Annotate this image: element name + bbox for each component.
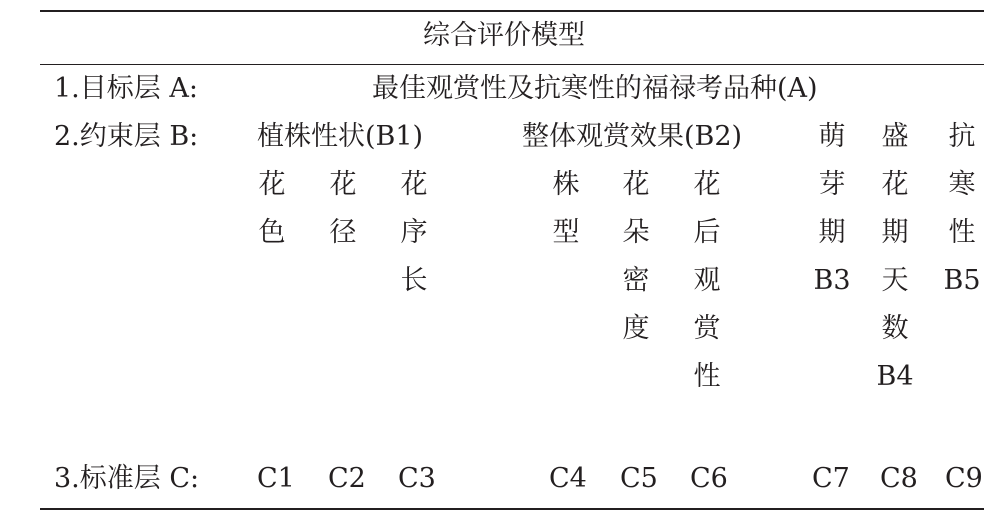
criteria-c6-char: 赏 xyxy=(693,313,721,344)
table-title: 综合评价模型 xyxy=(423,20,585,51)
single-b3-char: 萌 xyxy=(818,121,846,152)
criteria-c5-char: 花 xyxy=(622,169,650,200)
standard-layer-label: 3.标准层 C: xyxy=(54,463,200,494)
target-layer-value: 最佳观赏性及抗寒性的福禄考品种(A) xyxy=(372,73,818,104)
single-b5-char: 抗 xyxy=(948,121,976,152)
code-c2: C2 xyxy=(328,463,366,494)
code-c5: C5 xyxy=(620,463,658,494)
criteria-c1-char: 花 xyxy=(258,169,286,200)
criteria-c2-char: 花 xyxy=(329,169,357,200)
single-b4-char: 天 xyxy=(881,265,909,296)
single-b4-char: 数 xyxy=(881,313,909,344)
code-c9: C9 xyxy=(945,463,983,494)
criteria-c6-char: 性 xyxy=(693,361,721,392)
single-b3-column xyxy=(812,113,852,305)
code-c1: C1 xyxy=(257,463,295,494)
constraint-layer-label: 2.约束层 B: xyxy=(54,121,199,152)
single-b3-char: 期 xyxy=(818,217,846,248)
code-c6: C6 xyxy=(690,463,728,494)
code-c3: C3 xyxy=(398,463,436,494)
header-rule xyxy=(40,64,984,65)
code-c8: C8 xyxy=(880,463,918,494)
single-b3-char: 芽 xyxy=(818,169,846,200)
criteria-c2-char: 径 xyxy=(329,217,357,248)
criteria-c6-char: 观 xyxy=(693,265,721,296)
criteria-c3-column xyxy=(394,161,434,305)
criteria-c3-char: 花 xyxy=(400,169,428,200)
criteria-c4-char: 型 xyxy=(552,217,580,248)
single-b4-char: 花 xyxy=(881,169,909,200)
target-layer-label: 1.目标层 A: xyxy=(54,73,198,104)
criteria-c5-column xyxy=(616,161,656,353)
group-b2-label: 整体观赏效果(B2) xyxy=(522,121,743,152)
criteria-c1-column xyxy=(252,161,292,257)
code-c4: C4 xyxy=(549,463,587,494)
single-b5-code: B5 xyxy=(943,265,981,296)
criteria-c6-char: 花 xyxy=(693,169,721,200)
criteria-c5-char: 朵 xyxy=(622,217,650,248)
single-b5-char: 性 xyxy=(948,217,976,248)
single-b5-column xyxy=(942,113,982,305)
criteria-c6-column xyxy=(687,161,727,401)
bottom-rule xyxy=(40,508,984,510)
criteria-c3-char: 序 xyxy=(400,217,428,248)
single-b3-code: B3 xyxy=(813,265,851,296)
single-b4-column xyxy=(875,113,915,401)
criteria-c5-char: 密 xyxy=(622,265,650,296)
code-c7: C7 xyxy=(812,463,850,494)
criteria-c4-char: 株 xyxy=(552,169,580,200)
criteria-c1-char: 色 xyxy=(258,217,286,248)
criteria-c4-column xyxy=(546,161,586,257)
criteria-c2-column xyxy=(323,161,363,257)
criteria-c6-char: 后 xyxy=(693,217,721,248)
single-b4-char: 期 xyxy=(881,217,909,248)
single-b5-char: 寒 xyxy=(948,169,976,200)
criteria-c3-char: 长 xyxy=(400,265,428,296)
group-b1-label: 植株性状(B1) xyxy=(257,121,424,152)
top-rule xyxy=(40,10,984,12)
single-b4-code: B4 xyxy=(876,361,914,392)
single-b4-char: 盛 xyxy=(881,121,909,152)
criteria-c5-char: 度 xyxy=(622,313,650,344)
